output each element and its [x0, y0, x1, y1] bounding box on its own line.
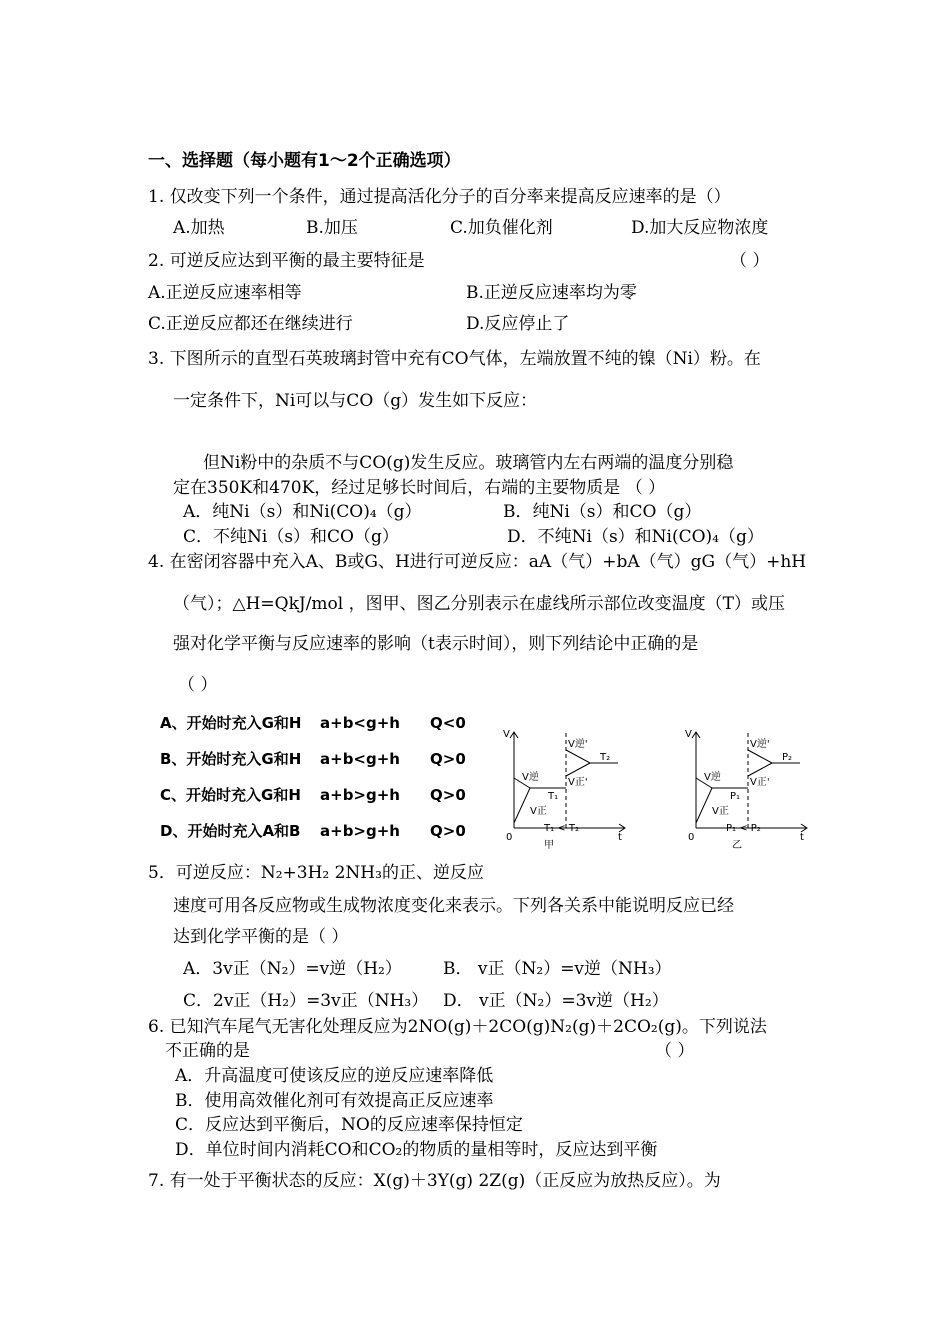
q2-stem: 2. 可逆反应达到平衡的最主要特征是 [148, 251, 425, 271]
q4-option-d-rel: a+b>g+h [320, 822, 400, 840]
q6-answer-paren: （ ） [655, 1041, 695, 1061]
q1-option-d: D.加大反应物浓度 [631, 218, 769, 238]
q1-option-c: C.加负催化剂 [450, 218, 553, 238]
q3-line1: 3. 下图所示的直型石英玻璃封管中充有CO气体，左端放置不纯的镍（Ni）粉。在 [148, 349, 761, 369]
yi-mark1-label: P₁ [730, 791, 741, 802]
q6-option-b: B．使用高效催化剂可有效提高正反应速率 [175, 1091, 494, 1111]
q6-option-a: A．升高温度可使该反应的逆反应速率降低 [175, 1066, 494, 1086]
q3-option-b: B．纯Ni（s）和CO（g） [503, 502, 702, 522]
q5-option-b: B． v正（N₂）=v逆（NH₃） [443, 959, 672, 979]
q5-option-d: D． v正（N₂）=3v逆（H₂） [443, 991, 669, 1011]
q1-option-b: B.加压 [306, 218, 358, 238]
jia-x-label: t [618, 832, 622, 843]
jia-new-zheng [566, 750, 590, 763]
q4-option-a-q: Q<0 [430, 714, 466, 732]
yi-caption: 乙 [732, 840, 742, 851]
jia-origin-label: 0 [506, 832, 513, 843]
figure-jia [500, 728, 650, 858]
jia-caption: 甲 [544, 840, 554, 851]
jia-ni2-label: V逆' [568, 739, 588, 750]
yi-x-label: t [800, 832, 804, 843]
q2-answer-paren: （ ） [730, 251, 770, 271]
q6-option-d: D．单位时间内消耗CO和CO₂的物质的量相等时，反应达到平衡 [175, 1140, 658, 1160]
q4-option-b-rel: a+b<g+h [320, 750, 400, 768]
q2-option-d: D.反应停止了 [466, 314, 570, 334]
yi-mark2-label: P₂ [782, 752, 793, 763]
yi-ni-label: V逆 [704, 772, 721, 783]
q3-option-c: C．不纯Ni（s）和CO（g） [183, 527, 399, 547]
q1-stem: 1. 仅改变下列一个条件，通过提高活化分子的百分率来提高反应速率的是（） [148, 187, 731, 207]
q4-option-d-label: D、开始时充入A和B [160, 822, 301, 840]
jia-y-label: V [503, 729, 510, 740]
q3-option-a: A．纯Ni（s）和Ni(CO)₄（g） [183, 502, 422, 522]
yi-new-zheng [748, 750, 772, 763]
yi-ni2-label: V逆' [750, 739, 770, 750]
yi-curve-down [696, 788, 712, 823]
q4-option-c-rel: a+b>g+h [320, 786, 400, 804]
figure-yi [682, 728, 832, 858]
q4-option-b-label: B、开始时充入G和H [160, 750, 302, 768]
yi-zheng-label: V正 [712, 806, 729, 817]
yi-origin-label: 0 [688, 832, 695, 843]
q6-line2: 不正确的是 [165, 1041, 250, 1061]
q4-option-a-label: A、开始时充入G和H [160, 714, 302, 732]
jia-curve-down [514, 788, 530, 823]
q4-line2: （气）；△H=QkJ/mol ，图甲、图乙分别表示在虚线所示部位改变温度（T）或压 [173, 594, 785, 614]
q4-answer-paren: （ ） [178, 675, 218, 695]
q2-option-c: C.正逆反应都还在继续进行 [148, 314, 353, 334]
q3-line4: 定在350K和470K，经过足够长时间后，右端的主要物质是 （ ） [173, 478, 666, 498]
q4-line1: 4. 在密闭容器中充入A、B或G、H进行可逆反应：aA（气）+bA（气）gG（气）+hH [148, 552, 807, 572]
jia-ni-label: V逆 [522, 772, 539, 783]
yi-zheng2-label: V正' [750, 777, 770, 788]
jia-mark2-label: T₂ [600, 752, 611, 763]
yi-new-ni [748, 763, 772, 776]
q5-option-a: A．3v正（N₂）=v逆（H₂） [183, 959, 402, 979]
q5-line3: 达到化学平衡的是（ ） [173, 927, 349, 947]
q3-line3: 但Ni粉中的杂质不与CO(g)发生反应。玻璃管内左右两端的温度分别稳 [203, 453, 734, 473]
q2-option-b: B.正逆反应速率均为零 [466, 283, 637, 303]
section-title: 一、选择题（每小题有1～2个正确选项） [148, 151, 461, 171]
q4-line3: 强对化学平衡与反应速率的影响（t表示时间），则下列结论中正确的是 [173, 634, 699, 654]
jia-new-ni [566, 763, 590, 776]
yi-y-label: V [685, 729, 692, 740]
q1-option-a: A.加热 [173, 218, 225, 238]
q5-option-c: C．2v正（H₂）=3v正（NH₃） [183, 991, 429, 1011]
q3-line2: 一定条件下，Ni可以与CO（g）发生如下反应： [173, 391, 538, 411]
q4-option-b-q: Q>0 [430, 750, 466, 768]
q4-option-d-q: Q>0 [430, 822, 466, 840]
q6-line1: 6. 已知汽车尾气无害化处理反应为2NO(g)＋2CO(g)N₂(g)＋2CO₂(g)。下列说法 [148, 1017, 767, 1037]
yi-cond-label: P₁ < P₂ [726, 823, 761, 834]
q3-option-d: D．不纯Ni（s）和Ni(CO)₄（g） [507, 527, 764, 547]
q6-option-c: C．反应达到平衡后，NO的反应速率保持恒定 [175, 1115, 523, 1135]
q7-line1: 7. 有一处于平衡状态的反应：X(g)＋3Y(g) 2Z(g)（正反应为放热反应）。为 [148, 1171, 721, 1191]
jia-cond-label: T₁ < T₂ [544, 823, 579, 834]
q5-line2: 速度可用各反应物或生成物浓度变化来表示。下列各关系中能说明反应已经 [173, 896, 734, 916]
q4-option-a-rel: a+b<g+h [320, 714, 400, 732]
jia-zheng2-label: V正' [568, 777, 588, 788]
jia-mark1-label: T₁ [548, 791, 559, 802]
q4-option-c-q: Q>0 [430, 786, 466, 804]
q4-option-c-label: C、开始时充入G和H [160, 786, 301, 804]
q2-option-a: A.正逆反应速率相等 [148, 283, 302, 303]
jia-zheng-label: V正 [530, 806, 547, 817]
q5-line1: 5．可逆反应：N₂+3H₂ 2NH₃的正、逆反应 [148, 863, 484, 883]
